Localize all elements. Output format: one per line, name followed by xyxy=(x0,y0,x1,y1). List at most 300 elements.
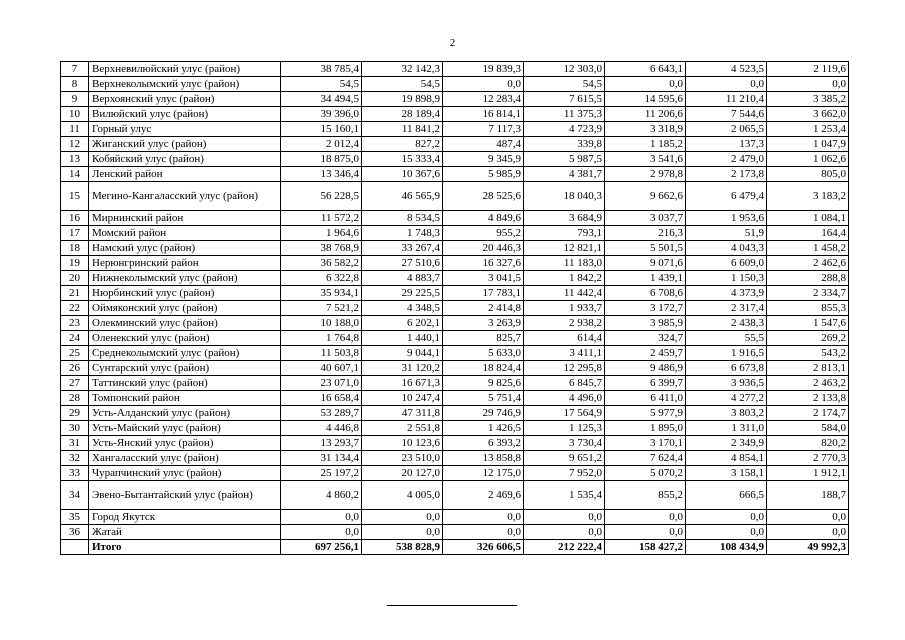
value-cell: 36 582,2 xyxy=(281,256,362,271)
district-name: Вилюйский улус (район) xyxy=(89,107,281,122)
district-name: Олекминский улус (район) xyxy=(89,316,281,331)
district-name: Жатай xyxy=(89,525,281,540)
value-cell: 12 821,1 xyxy=(524,241,605,256)
value-cell: 23 071,0 xyxy=(281,376,362,391)
value-cell: 0,0 xyxy=(605,525,686,540)
value-cell: 25 197,2 xyxy=(281,466,362,481)
row-number: 36 xyxy=(61,525,89,540)
row-number xyxy=(61,540,89,555)
row-number: 16 xyxy=(61,211,89,226)
value-cell: 0,0 xyxy=(362,510,443,525)
value-cell: 9 486,9 xyxy=(605,361,686,376)
value-cell: 2 770,3 xyxy=(767,451,849,466)
value-cell: 31 120,2 xyxy=(362,361,443,376)
value-cell: 20 127,0 xyxy=(362,466,443,481)
district-name: Таттинский улус (район) xyxy=(89,376,281,391)
value-cell: 6 393,2 xyxy=(443,436,524,451)
row-number: 20 xyxy=(61,271,89,286)
row-number: 9 xyxy=(61,92,89,107)
value-cell: 1 084,1 xyxy=(767,211,849,226)
table-row xyxy=(61,211,849,226)
table-row xyxy=(61,361,849,376)
row-number: 35 xyxy=(61,510,89,525)
value-cell: 666,5 xyxy=(686,481,767,510)
value-cell: 2 173,8 xyxy=(686,167,767,182)
value-cell: 4 860,2 xyxy=(281,481,362,510)
row-number: 8 xyxy=(61,77,89,92)
value-cell: 3 318,9 xyxy=(605,122,686,137)
table-row xyxy=(61,391,849,406)
value-cell: 19 839,3 xyxy=(443,62,524,77)
value-cell: 54,5 xyxy=(524,77,605,92)
table-row xyxy=(61,77,849,92)
value-cell: 5 977,9 xyxy=(605,406,686,421)
table-row xyxy=(61,451,849,466)
value-cell: 3 263,9 xyxy=(443,316,524,331)
value-cell: 13 858,8 xyxy=(443,451,524,466)
district-name: Сунтарский улус (район) xyxy=(89,361,281,376)
value-cell: 55,5 xyxy=(686,331,767,346)
value-cell: 216,3 xyxy=(605,226,686,241)
value-cell: 5 070,2 xyxy=(605,466,686,481)
value-cell: 12 303,0 xyxy=(524,62,605,77)
value-cell: 38 785,4 xyxy=(281,62,362,77)
district-name: Хангаласский улус (район) xyxy=(89,451,281,466)
row-number: 27 xyxy=(61,376,89,391)
value-cell: 827,2 xyxy=(362,137,443,152)
value-cell: 0,0 xyxy=(443,77,524,92)
district-name: Эвено-Бытантайский улус (район) xyxy=(89,481,281,510)
row-number: 32 xyxy=(61,451,89,466)
district-name: Ленский район xyxy=(89,167,281,182)
value-cell: 9 662,6 xyxy=(605,182,686,211)
table-row xyxy=(61,241,849,256)
value-cell: 2 414,8 xyxy=(443,301,524,316)
table-row xyxy=(61,107,849,122)
value-cell: 697 256,1 xyxy=(281,540,362,555)
value-cell: 11 572,2 xyxy=(281,211,362,226)
value-cell: 12 283,4 xyxy=(443,92,524,107)
value-cell: 1 253,4 xyxy=(767,122,849,137)
value-cell: 7 624,4 xyxy=(605,451,686,466)
value-cell: 1 125,3 xyxy=(524,421,605,436)
value-cell: 0,0 xyxy=(686,510,767,525)
value-cell: 6 479,4 xyxy=(686,182,767,211)
value-cell: 3 985,9 xyxy=(605,316,686,331)
footnote-separator xyxy=(387,605,517,606)
value-cell: 805,0 xyxy=(767,167,849,182)
district-name: Кобяйский улус (район) xyxy=(89,152,281,167)
value-cell: 2 469,6 xyxy=(443,481,524,510)
row-number: 7 xyxy=(61,62,89,77)
value-cell: 855,2 xyxy=(605,481,686,510)
district-name: Намский улус (район) xyxy=(89,241,281,256)
value-cell: 18 875,0 xyxy=(281,152,362,167)
value-cell: 2 133,8 xyxy=(767,391,849,406)
value-cell: 14 595,6 xyxy=(605,92,686,107)
value-cell: 12 175,0 xyxy=(443,466,524,481)
district-name: Усть-Янский улус (район) xyxy=(89,436,281,451)
district-name: Жиганский улус (район) xyxy=(89,137,281,152)
district-name: Томпонский район xyxy=(89,391,281,406)
table-body xyxy=(61,62,849,555)
table-row xyxy=(61,421,849,436)
row-number: 24 xyxy=(61,331,89,346)
value-cell: 29 225,5 xyxy=(362,286,443,301)
value-cell: 5 501,5 xyxy=(605,241,686,256)
value-cell: 1 426,5 xyxy=(443,421,524,436)
value-cell: 15 160,1 xyxy=(281,122,362,137)
value-cell: 4 043,3 xyxy=(686,241,767,256)
value-cell: 4 446,8 xyxy=(281,421,362,436)
row-number: 13 xyxy=(61,152,89,167)
value-cell: 19 898,9 xyxy=(362,92,443,107)
value-cell: 0,0 xyxy=(686,77,767,92)
value-cell: 1 547,6 xyxy=(767,316,849,331)
value-cell: 2 174,7 xyxy=(767,406,849,421)
value-cell: 54,5 xyxy=(281,77,362,92)
row-number: 28 xyxy=(61,391,89,406)
value-cell: 3 041,5 xyxy=(443,271,524,286)
value-cell: 855,3 xyxy=(767,301,849,316)
value-cell: 3 158,1 xyxy=(686,466,767,481)
value-cell: 326 606,5 xyxy=(443,540,524,555)
value-cell: 1 047,9 xyxy=(767,137,849,152)
value-cell: 46 565,9 xyxy=(362,182,443,211)
value-cell: 23 510,0 xyxy=(362,451,443,466)
value-cell: 1 764,8 xyxy=(281,331,362,346)
value-cell: 6 202,1 xyxy=(362,316,443,331)
district-name: Оймяконский улус (район) xyxy=(89,301,281,316)
value-cell: 0,0 xyxy=(524,510,605,525)
value-cell: 54,5 xyxy=(362,77,443,92)
table-row xyxy=(61,286,849,301)
district-name: Горный улус xyxy=(89,122,281,137)
value-cell: 4 849,6 xyxy=(443,211,524,226)
value-cell: 2 551,8 xyxy=(362,421,443,436)
district-name: Мирнинский район xyxy=(89,211,281,226)
district-name: Нижнеколымский улус (район) xyxy=(89,271,281,286)
table-row xyxy=(61,167,849,182)
district-name: Нюрбинский улус (район) xyxy=(89,286,281,301)
value-cell: 6 609,0 xyxy=(686,256,767,271)
value-cell: 820,2 xyxy=(767,436,849,451)
value-cell: 2 938,2 xyxy=(524,316,605,331)
value-cell: 5 985,9 xyxy=(443,167,524,182)
value-cell: 16 658,4 xyxy=(281,391,362,406)
value-cell: 1 933,7 xyxy=(524,301,605,316)
value-cell: 11 206,6 xyxy=(605,107,686,122)
value-cell: 4 883,7 xyxy=(362,271,443,286)
row-number: 26 xyxy=(61,361,89,376)
value-cell: 6 643,1 xyxy=(605,62,686,77)
row-number: 14 xyxy=(61,167,89,182)
value-cell: 0,0 xyxy=(443,525,524,540)
value-cell: 1 535,4 xyxy=(524,481,605,510)
value-cell: 51,9 xyxy=(686,226,767,241)
value-cell: 0,0 xyxy=(443,510,524,525)
value-cell: 1 440,1 xyxy=(362,331,443,346)
value-cell: 29 746,9 xyxy=(443,406,524,421)
value-cell: 164,4 xyxy=(767,226,849,241)
table-row xyxy=(61,346,849,361)
value-cell: 2 012,4 xyxy=(281,137,362,152)
value-cell: 0,0 xyxy=(281,510,362,525)
value-cell: 11 210,4 xyxy=(686,92,767,107)
value-cell: 6 322,8 xyxy=(281,271,362,286)
value-cell: 1 964,6 xyxy=(281,226,362,241)
value-cell: 0,0 xyxy=(767,77,849,92)
value-cell: 3 803,2 xyxy=(686,406,767,421)
value-cell: 16 814,1 xyxy=(443,107,524,122)
value-cell: 9 345,9 xyxy=(443,152,524,167)
row-number: 11 xyxy=(61,122,89,137)
value-cell: 4 723,9 xyxy=(524,122,605,137)
value-cell: 0,0 xyxy=(281,525,362,540)
value-cell: 10 188,0 xyxy=(281,316,362,331)
value-cell: 11 442,4 xyxy=(524,286,605,301)
value-cell: 339,8 xyxy=(524,137,605,152)
row-number: 23 xyxy=(61,316,89,331)
value-cell: 158 427,2 xyxy=(605,540,686,555)
value-cell: 3 936,5 xyxy=(686,376,767,391)
value-cell: 32 142,3 xyxy=(362,62,443,77)
value-cell: 13 346,4 xyxy=(281,167,362,182)
value-cell: 10 123,6 xyxy=(362,436,443,451)
district-name: Усть-Алданский улус (район) xyxy=(89,406,281,421)
table-row xyxy=(61,481,849,510)
value-cell: 6 399,7 xyxy=(605,376,686,391)
value-cell: 1 458,2 xyxy=(767,241,849,256)
table-row xyxy=(61,301,849,316)
value-cell: 16 671,3 xyxy=(362,376,443,391)
value-cell: 6 411,0 xyxy=(605,391,686,406)
value-cell: 4 523,5 xyxy=(686,62,767,77)
table-row xyxy=(61,182,849,211)
district-name: Верхоянский улус (район) xyxy=(89,92,281,107)
value-cell: 955,2 xyxy=(443,226,524,241)
value-cell: 7 615,5 xyxy=(524,92,605,107)
value-cell: 0,0 xyxy=(524,525,605,540)
value-cell: 584,0 xyxy=(767,421,849,436)
value-cell: 40 607,1 xyxy=(281,361,362,376)
value-cell: 1 895,0 xyxy=(605,421,686,436)
row-number: 10 xyxy=(61,107,89,122)
value-cell: 15 333,4 xyxy=(362,152,443,167)
value-cell: 39 396,0 xyxy=(281,107,362,122)
value-cell: 38 768,9 xyxy=(281,241,362,256)
value-cell: 3 541,6 xyxy=(605,152,686,167)
value-cell: 188,7 xyxy=(767,481,849,510)
value-cell: 49 992,3 xyxy=(767,540,849,555)
row-number: 15 xyxy=(61,182,89,211)
value-cell: 2 813,1 xyxy=(767,361,849,376)
value-cell: 1 311,0 xyxy=(686,421,767,436)
value-cell: 0,0 xyxy=(686,525,767,540)
value-cell: 56 228,5 xyxy=(281,182,362,211)
value-cell: 3 385,2 xyxy=(767,92,849,107)
table-row xyxy=(61,406,849,421)
budget-table xyxy=(60,61,849,555)
value-cell: 324,7 xyxy=(605,331,686,346)
table-row xyxy=(61,152,849,167)
value-cell: 793,1 xyxy=(524,226,605,241)
value-cell: 137,3 xyxy=(686,137,767,152)
value-cell: 11 375,3 xyxy=(524,107,605,122)
value-cell: 4 005,0 xyxy=(362,481,443,510)
value-cell: 1 150,3 xyxy=(686,271,767,286)
value-cell: 4 373,9 xyxy=(686,286,767,301)
value-cell: 3 170,1 xyxy=(605,436,686,451)
value-cell: 3 411,1 xyxy=(524,346,605,361)
table-row xyxy=(61,271,849,286)
value-cell: 3 684,9 xyxy=(524,211,605,226)
value-cell: 34 494,5 xyxy=(281,92,362,107)
district-name: Усть-Майский улус (район) xyxy=(89,421,281,436)
value-cell: 1 912,1 xyxy=(767,466,849,481)
value-cell: 10 367,6 xyxy=(362,167,443,182)
value-cell: 4 381,7 xyxy=(524,167,605,182)
value-cell: 1 185,2 xyxy=(605,137,686,152)
table-row xyxy=(61,510,849,525)
value-cell: 2 462,6 xyxy=(767,256,849,271)
district-name: Верхнеколымский улус (район) xyxy=(89,77,281,92)
row-number: 30 xyxy=(61,421,89,436)
value-cell: 20 446,3 xyxy=(443,241,524,256)
value-cell: 7 117,3 xyxy=(443,122,524,137)
value-cell: 9 825,6 xyxy=(443,376,524,391)
value-cell: 11 503,8 xyxy=(281,346,362,361)
value-cell: 5 751,4 xyxy=(443,391,524,406)
value-cell: 3 662,0 xyxy=(767,107,849,122)
table-row xyxy=(61,525,849,540)
value-cell: 7 952,0 xyxy=(524,466,605,481)
value-cell: 9 071,6 xyxy=(605,256,686,271)
table-row xyxy=(61,122,849,137)
value-cell: 7 521,2 xyxy=(281,301,362,316)
row-number: 31 xyxy=(61,436,89,451)
table-row xyxy=(61,436,849,451)
value-cell: 17 564,9 xyxy=(524,406,605,421)
district-name: Нерюнгринский район xyxy=(89,256,281,271)
district-name: Момский район xyxy=(89,226,281,241)
value-cell: 2 463,2 xyxy=(767,376,849,391)
table-row xyxy=(61,466,849,481)
value-cell: 17 783,1 xyxy=(443,286,524,301)
value-cell: 0,0 xyxy=(767,525,849,540)
value-cell: 7 544,6 xyxy=(686,107,767,122)
value-cell: 0,0 xyxy=(605,77,686,92)
value-cell: 27 510,6 xyxy=(362,256,443,271)
row-number: 19 xyxy=(61,256,89,271)
value-cell: 538 828,9 xyxy=(362,540,443,555)
value-cell: 13 293,7 xyxy=(281,436,362,451)
value-cell: 6 673,8 xyxy=(686,361,767,376)
value-cell: 543,2 xyxy=(767,346,849,361)
row-number: 18 xyxy=(61,241,89,256)
value-cell: 9 651,2 xyxy=(524,451,605,466)
row-number: 17 xyxy=(61,226,89,241)
value-cell: 3 730,4 xyxy=(524,436,605,451)
table-row xyxy=(61,316,849,331)
value-cell: 6 708,6 xyxy=(605,286,686,301)
value-cell: 4 348,5 xyxy=(362,301,443,316)
value-cell: 2 119,6 xyxy=(767,62,849,77)
value-cell: 5 633,0 xyxy=(443,346,524,361)
table-row xyxy=(61,331,849,346)
row-number: 34 xyxy=(61,481,89,510)
value-cell: 3 037,7 xyxy=(605,211,686,226)
value-cell: 212 222,4 xyxy=(524,540,605,555)
value-cell: 31 134,4 xyxy=(281,451,362,466)
district-name: Итого xyxy=(89,540,281,555)
value-cell: 2 438,3 xyxy=(686,316,767,331)
value-cell: 28 189,4 xyxy=(362,107,443,122)
value-cell: 487,4 xyxy=(443,137,524,152)
value-cell: 4 854,1 xyxy=(686,451,767,466)
value-cell: 10 247,4 xyxy=(362,391,443,406)
value-cell: 18 040,3 xyxy=(524,182,605,211)
value-cell: 4 277,2 xyxy=(686,391,767,406)
value-cell: 1 439,1 xyxy=(605,271,686,286)
value-cell: 35 934,1 xyxy=(281,286,362,301)
district-name: Верхневилюйский улус (район) xyxy=(89,62,281,77)
value-cell: 1 062,6 xyxy=(767,152,849,167)
total-row xyxy=(61,540,849,555)
value-cell: 16 327,6 xyxy=(443,256,524,271)
row-number: 21 xyxy=(61,286,89,301)
value-cell: 8 534,5 xyxy=(362,211,443,226)
table-row xyxy=(61,62,849,77)
value-cell: 2 317,4 xyxy=(686,301,767,316)
value-cell: 12 295,8 xyxy=(524,361,605,376)
value-cell: 28 525,6 xyxy=(443,182,524,211)
value-cell: 11 183,0 xyxy=(524,256,605,271)
row-number: 33 xyxy=(61,466,89,481)
value-cell: 108 434,9 xyxy=(686,540,767,555)
district-name: Город Якутск xyxy=(89,510,281,525)
value-cell: 6 845,7 xyxy=(524,376,605,391)
district-name: Мегино-Кангаласский улус (район) xyxy=(89,182,281,211)
value-cell: 4 496,0 xyxy=(524,391,605,406)
value-cell: 3 172,7 xyxy=(605,301,686,316)
table-row xyxy=(61,137,849,152)
value-cell: 2 349,9 xyxy=(686,436,767,451)
value-cell: 1 748,3 xyxy=(362,226,443,241)
value-cell: 269,2 xyxy=(767,331,849,346)
value-cell: 5 987,5 xyxy=(524,152,605,167)
value-cell: 2 065,5 xyxy=(686,122,767,137)
table-row xyxy=(61,226,849,241)
value-cell: 53 289,7 xyxy=(281,406,362,421)
row-number: 29 xyxy=(61,406,89,421)
value-cell: 2 479,0 xyxy=(686,152,767,167)
row-number: 12 xyxy=(61,137,89,152)
value-cell: 614,4 xyxy=(524,331,605,346)
value-cell: 2 334,7 xyxy=(767,286,849,301)
value-cell: 2 978,8 xyxy=(605,167,686,182)
value-cell: 1 916,5 xyxy=(686,346,767,361)
table-row xyxy=(61,92,849,107)
page-number: 2 xyxy=(449,37,456,49)
value-cell: 18 824,4 xyxy=(443,361,524,376)
district-name: Чурапчинский улус (район) xyxy=(89,466,281,481)
table-row xyxy=(61,256,849,271)
value-cell: 1 953,6 xyxy=(686,211,767,226)
value-cell: 288,8 xyxy=(767,271,849,286)
value-cell: 2 459,7 xyxy=(605,346,686,361)
value-cell: 0,0 xyxy=(605,510,686,525)
